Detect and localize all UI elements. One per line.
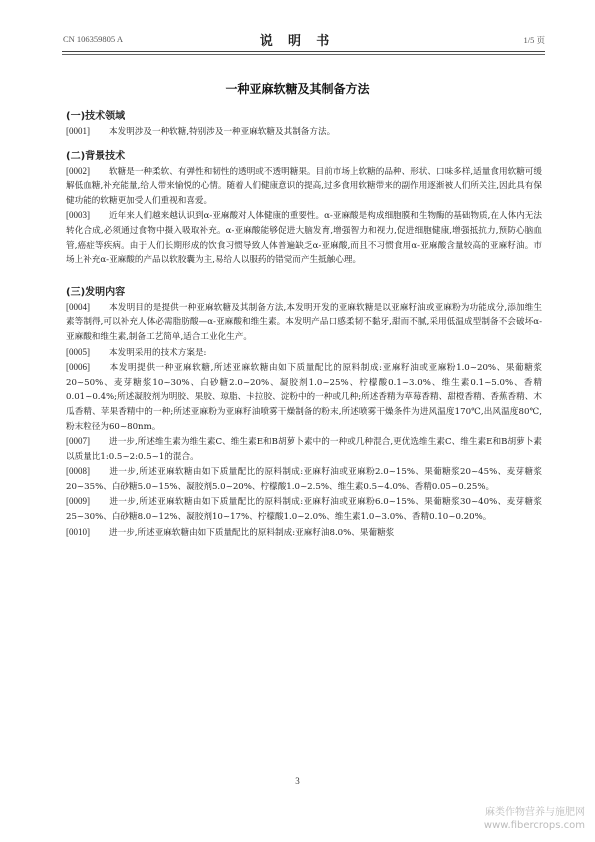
paragraph-text: 软糖是一种柔软、有弹性和韧性的透明或不透明糖果。目前市场上软糖的品种、形状、口味多样,适量食用软糖可缓解低血糖,补充能量,给人带来愉悦的心情。随着人们健康意识的提高,过多食用软糖带来的副作用逐渐被人们所关注,因此具有保健功能的软糖更加受人们重视和喜爱。 [66,166,542,206]
page-number: 3 [295,776,300,786]
paragraph-number: [0010] [66,526,90,537]
paragraph-number: [0004] [66,301,90,312]
paragraph [66,494,542,524]
section-heading: (二)背景技术 [66,150,126,162]
paragraph-text: 本发明涉及一种软糖,特别涉及一种亚麻软糖及其制备方法。 [109,127,336,137]
paragraph-text: 进一步,所述亚麻软糖由如下质量配比的原料制成:亚麻籽油或亚麻粉6.0~15%、果葡糖浆30~40%、麦芽糖浆25~30%、白砂糖8.0~12%、凝胶剂10~17%、柠檬酸1.0~2.0%、维生素1.0~3.0%、香精0.10~0.20%。 [66,497,542,523]
section-heading: (三)发明内容 [66,286,126,298]
paragraph-number: [0008] [66,466,90,477]
paragraph [66,164,542,209]
paragraph [66,360,542,434]
paragraph [66,464,542,494]
paragraph-text: 本发明提供一种亚麻软糖,所述亚麻软糖由如下质量配比的原料制成:亚麻籽油或亚麻粉1.0~20%、果葡糖浆20~50%、麦芽糖浆10~30%、白砂糖2.0~20%、凝胶剂1.0~25%、柠檬酸0.1~3.0%、维生素0.1~5.0%、香精0.01~0.4%;所述凝胶剂为明胶、果胶、琼脂、卡拉胶、淀粉中的一种或几种;所述香精为草莓香精、甜橙香精、香蕉香精、木瓜香精、苹果香精中的一种;所述亚麻粉为亚麻籽油喷雾干燥制备的粉末,所述喷雾干燥条件为进风温度170℃,出风温度80℃,粉末粒径为60~80nm。 [66,363,542,432]
page-indicator: 1/5 页 [523,35,545,45]
section-heading: (一)技术领域 [66,111,126,122]
paragraph [66,345,542,361]
paragraph-number: [0005] [66,346,90,357]
paragraph [66,300,542,345]
header-rule-thin [62,54,545,55]
paragraph-number: [0003] [66,210,90,221]
patent-number: CN 106359805 A [63,34,123,44]
paragraph-text: 本发明目的是提供一种亚麻软糖及其制备方法,本发明开发的亚麻软糖是以亚麻籽油或亚麻粉为功能成分,添加维生素等制得,可以补充人体必需脂肪酸—α-亚麻酸和维生素。本发明产品口感柔韧不黏牙,甜而不腻,采用低温成型制备不会破坏α-亚麻酸和维生素,制备工艺简单,适合工业化生产。 [66,302,542,342]
paragraph-number: [0007] [66,436,90,447]
watermark-url: www.fibercrops.com [483,820,585,831]
header-title: 说 明 书 [259,33,336,48]
paragraph [66,434,542,464]
document-body [66,109,542,540]
header-rule [62,51,545,52]
document-title: 一种亚麻软糖及其制备方法 [225,82,370,96]
paragraph-text: 进一步,所述维生素为维生素C、维生素E和B胡萝卜素中的一种或几种混合,更优选维生素C、维生素E和B胡萝卜素以质量比1:0.5~2:0.5~1的混合。 [66,437,542,462]
paragraph-number: [0001] [66,126,90,136]
paragraph-number: [0006] [66,362,90,373]
paragraph-text: 进一步,所述亚麻软糖由如下质量配比的原料制成:亚麻籽油或亚麻粉2.0~15%、果葡糖浆20~45%、麦芽糖浆20~35%、白砂糖5.0~15%、凝胶剂5.0~20%、柠檬酸1.0~2.5%、维生素0.5~4.0%、香精0.05~0.25%。 [66,467,542,492]
paragraph [66,525,542,541]
watermark [484,806,585,832]
paragraph-number: [0002] [66,165,90,176]
paragraph-text: 进一步,所述亚麻软糖由如下质量配比的原料制成:亚麻籽油8.0%、果葡糖浆 [109,527,395,538]
paragraph-text: 本发明采用的技术方案是: [109,347,207,358]
paragraph-text: 近年来人们越来越认识到α-亚麻酸对人体健康的重要性。α-亚麻酸是构成细胞膜和生物酶的基础物质,在人体内无法转化合成,必须通过食物中摄入吸取补充。α-亚麻酸能够促进大脑发育,增强智力和视力,促进细胞健康,增强抵抗力,预防心脑血管,癌症等疾病。由于人们长期形成的饮食习惯导致人体普遍缺乏α-亚麻酸,而且不习惯食用α-亚麻酸含量较高的亚麻籽油。市场上补充α-亚麻酸的产品以软胶囊为主,易给人以服药的错觉而产生抵触心理。 [66,211,542,266]
paragraph [66,124,542,140]
paragraph-number: [0009] [66,496,90,507]
paragraph [66,208,542,267]
watermark-site-name: 麻类作物营养与施肥网 [485,807,585,818]
